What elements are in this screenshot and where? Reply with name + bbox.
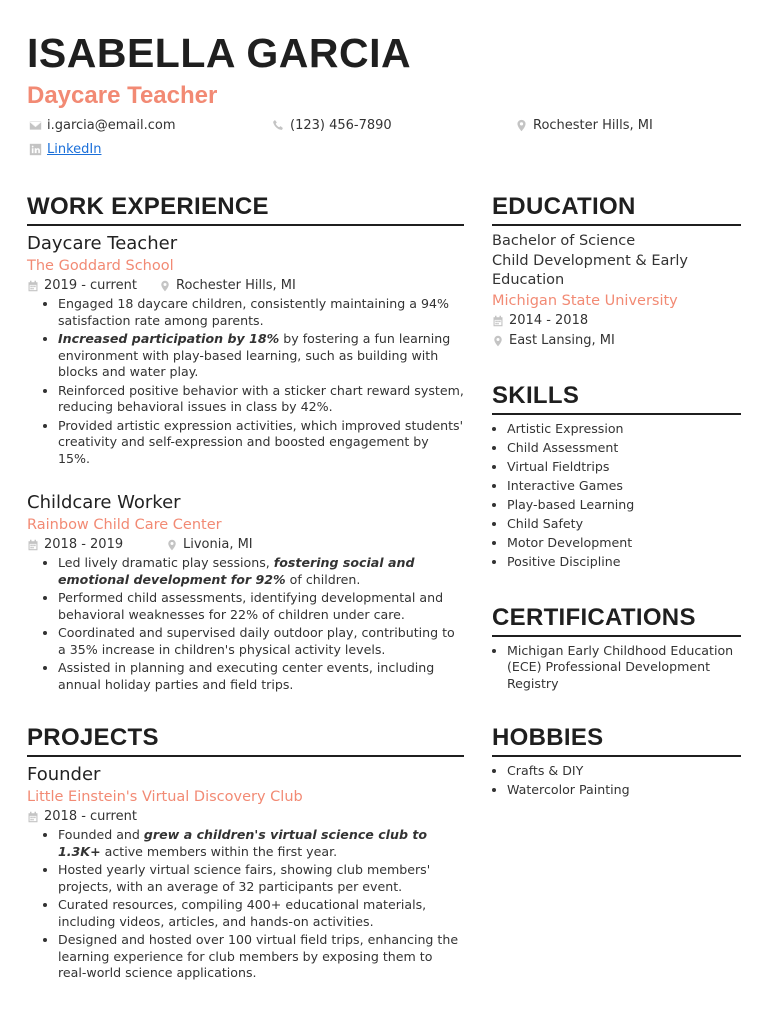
list-item: • Provided artistic expression activities, which improved students' creativity and self-expression and boosted engagement by 15%. bbox=[58, 418, 464, 468]
left-column bbox=[27, 192, 464, 984]
contact-email bbox=[29, 118, 176, 133]
project-name: Little Einstein's Virtual Discovery Club bbox=[27, 789, 303, 805]
list-item: • Performed child assessments, identifying developmental and behavioral weaknesses for 22% of children under care. bbox=[58, 590, 464, 623]
project-dates: 2018 - current bbox=[44, 809, 137, 824]
location-pin-icon bbox=[515, 119, 528, 132]
field-of-study: Child Development & Early Education bbox=[492, 252, 688, 288]
school-name: Michigan State University bbox=[492, 292, 678, 309]
list-item: • Curated resources, compiling 400+ educational materials, including videos, articles, and hands-on activities. bbox=[58, 897, 464, 930]
linkedin-link[interactable]: LinkedIn bbox=[47, 142, 102, 157]
section-title-work: WORK EXPERIENCE bbox=[27, 192, 464, 226]
list-item: • Child Safety bbox=[507, 516, 741, 533]
list-item: • Watercolor Painting bbox=[507, 782, 741, 799]
education-dates: 2014 - 2018 bbox=[492, 311, 741, 331]
section-title-skills: SKILLS bbox=[492, 381, 741, 415]
linkedin-icon bbox=[29, 143, 42, 156]
candidate-name: ISABELLA GARCIA bbox=[27, 30, 412, 76]
job-dates: 2018 - 2019 bbox=[44, 537, 124, 552]
job-location: Livonia, MI bbox=[183, 537, 253, 552]
list-item: • Engaged 18 daycare children, consistently maintaining a 94% satisfaction rate among parents. bbox=[58, 296, 464, 329]
email-text: i.garcia@email.com bbox=[47, 118, 176, 133]
project-meta bbox=[27, 807, 464, 827]
section-title-projects: PROJECTS bbox=[27, 723, 464, 757]
job-bullets bbox=[27, 296, 464, 467]
section-title-education: EDUCATION bbox=[492, 192, 741, 226]
project-entry bbox=[27, 763, 464, 982]
job-meta bbox=[27, 535, 464, 555]
job-title: Daycare Teacher bbox=[27, 82, 218, 109]
job-position: Daycare Teacher bbox=[27, 233, 178, 254]
list-item: • Coordinated and supervised daily outdoor play, contributing to a 35% increase in children's physical activity levels. bbox=[58, 625, 464, 658]
job-company: The Goddard School bbox=[27, 258, 174, 274]
calendar-icon bbox=[27, 811, 39, 823]
list-item: • Reinforced positive behavior with a sticker chart reward system, reducing behavioral issues in class by 42%. bbox=[58, 383, 464, 416]
location-pin-icon bbox=[166, 539, 178, 551]
job-meta bbox=[27, 276, 464, 296]
list-item: • Motor Development bbox=[507, 535, 741, 552]
calendar-icon bbox=[27, 280, 39, 292]
list-item: • Assisted in planning and executing center events, including annual holiday parties and field trips. bbox=[58, 660, 464, 693]
location-text: Rochester Hills, MI bbox=[533, 118, 653, 133]
list-item: • Hosted yearly virtual science fairs, showing club members' projects, with an average of 32 participants per event. bbox=[58, 862, 464, 895]
education-entry bbox=[492, 232, 741, 351]
phone-text: (123) 456-7890 bbox=[290, 118, 392, 133]
contact-linkedin[interactable] bbox=[29, 142, 101, 157]
list-item: • Play-based Learning bbox=[507, 497, 741, 514]
list-item: • Designed and hosted over 100 virtual field trips, enhancing the learning experience for club members by exposing them to real-world science applications. bbox=[58, 932, 464, 982]
list-item: • Founded and grew a children's virtual science club to 1.3K+ active members within the first year. bbox=[58, 827, 464, 860]
list-item: • Led lively dramatic play sessions, fostering social and emotional development for 92% of children. bbox=[58, 555, 464, 588]
envelope-icon bbox=[29, 119, 42, 132]
project-role: Founder bbox=[27, 764, 101, 785]
job-entry bbox=[27, 232, 464, 467]
list-item: • Interactive Games bbox=[507, 478, 741, 495]
job-company: Rainbow Child Care Center bbox=[27, 517, 222, 533]
certifications-list bbox=[492, 643, 741, 693]
calendar-icon bbox=[492, 315, 504, 327]
calendar-icon bbox=[27, 539, 39, 551]
section-title-certifications: CERTIFICATIONS bbox=[492, 603, 741, 637]
list-item: • Artistic Expression bbox=[507, 421, 741, 438]
section-title-hobbies: HOBBIES bbox=[492, 723, 741, 757]
job-entry bbox=[27, 491, 464, 693]
list-item: • Increased participation by 18% by fostering a fun learning environment with play-based learning, such as building with blocks and water play. bbox=[58, 331, 464, 381]
list-item: • Michigan Early Childhood Education (ECE) Professional Development Registry bbox=[507, 643, 741, 693]
right-column bbox=[492, 192, 741, 801]
education-location: East Lansing, MI bbox=[492, 331, 741, 351]
job-bullets bbox=[27, 555, 464, 693]
skills-list bbox=[492, 421, 741, 571]
hobbies-list bbox=[492, 763, 741, 799]
degree: Bachelor of Science bbox=[492, 233, 636, 249]
job-dates: 2019 - current bbox=[44, 278, 137, 293]
list-item: • Positive Discipline bbox=[507, 554, 741, 571]
location-pin-icon bbox=[159, 280, 171, 292]
list-item: • Child Assessment bbox=[507, 440, 741, 457]
job-position: Childcare Worker bbox=[27, 492, 181, 513]
list-item: • Virtual Fieldtrips bbox=[507, 459, 741, 476]
phone-icon bbox=[272, 119, 285, 132]
list-item: • Crafts & DIY bbox=[507, 763, 741, 780]
project-bullets bbox=[27, 827, 464, 982]
location-pin-icon bbox=[492, 335, 504, 347]
contact-location bbox=[515, 118, 653, 133]
contact-phone bbox=[272, 118, 392, 133]
job-location: Rochester Hills, MI bbox=[176, 278, 296, 293]
